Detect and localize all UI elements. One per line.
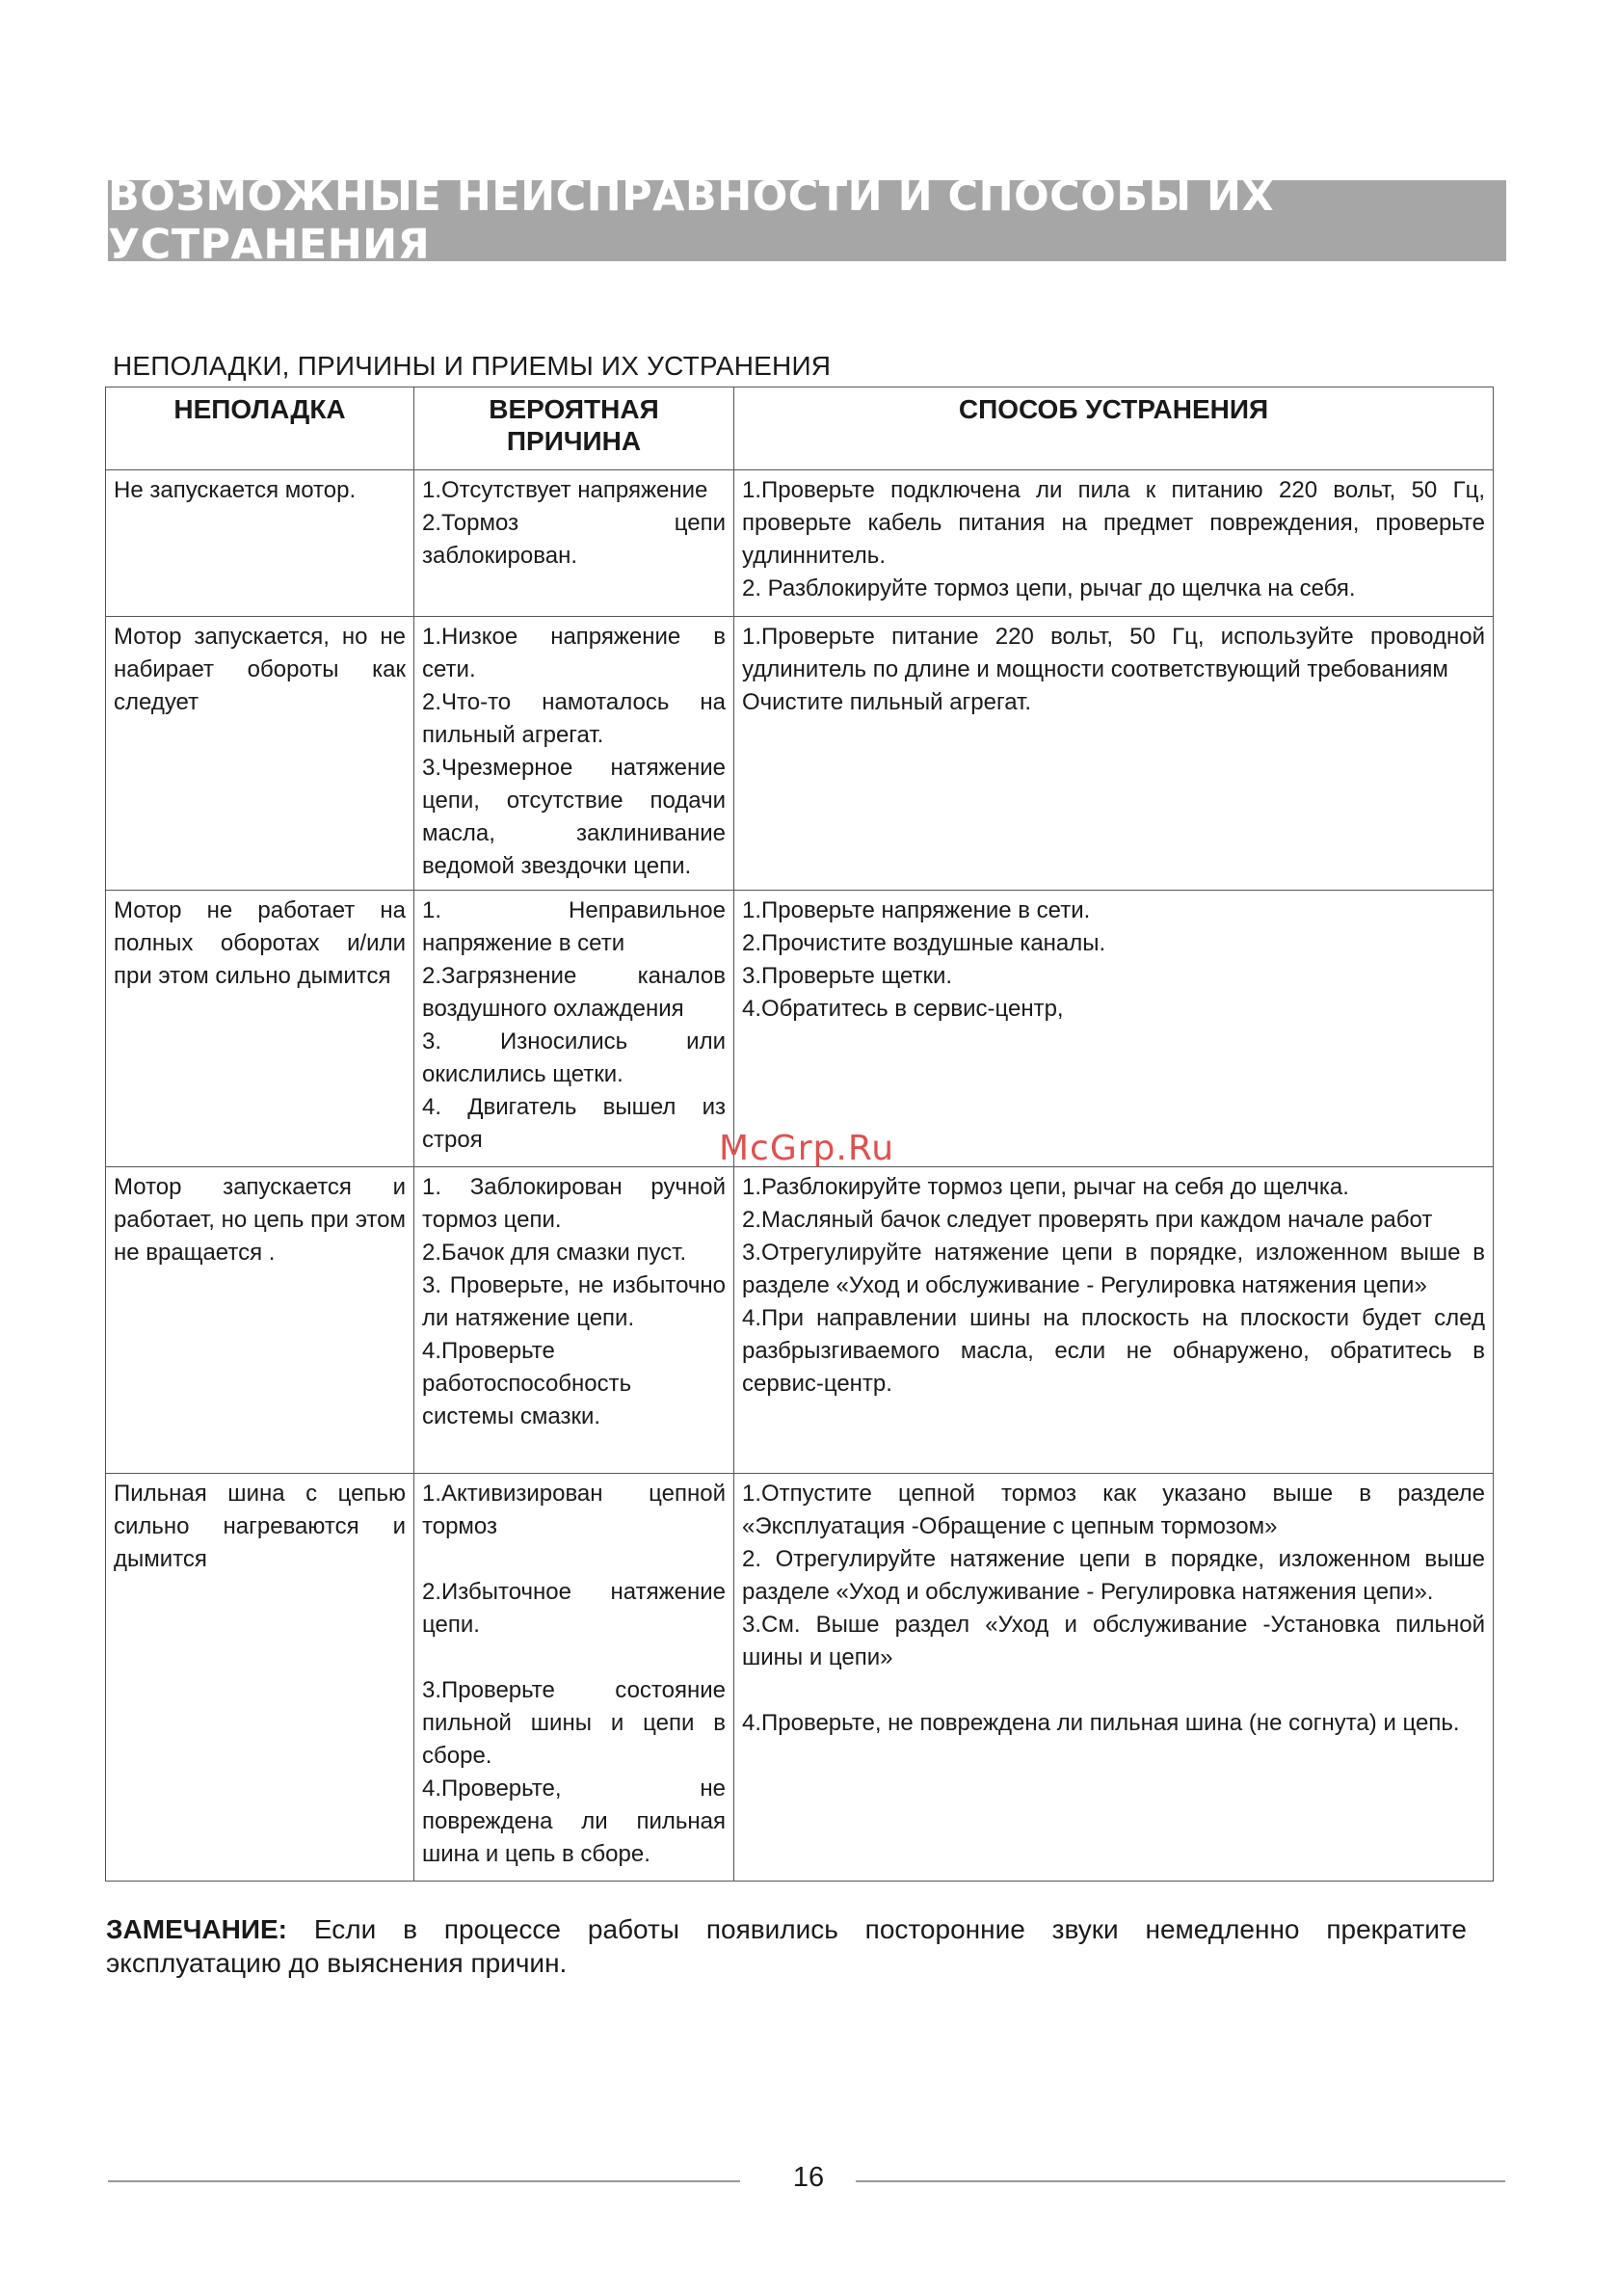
cause-cell <box>414 1167 734 1474</box>
table-row <box>106 470 1494 617</box>
cause-item: 2.Что-то намоталось на пильный агрегат. <box>422 689 726 748</box>
solution-item: 1.Проверьте питание 220 вольт, 50 Гц, используйте проводной удлинитель по длине и мощности соответствующий требованиям <box>742 624 1485 682</box>
header-problem: НЕПОЛАДКА <box>106 387 414 470</box>
header-solution: СПОСОБ УСТРАНЕНИЯ <box>734 387 1494 470</box>
cause-item: 2.Тормоз цепи заблокирован. <box>422 510 726 569</box>
solution-item: 2.Масляный бачок следует проверять при каждом начале работ <box>742 1207 1433 1233</box>
solution-item: 2. Отрегулируйте натяжение цепи в порядке, изложенном выше разделе «Уход и обслуживание - Регулировка натяжения цепи». <box>742 1546 1485 1605</box>
solution-cell <box>734 470 1494 617</box>
page-number: 16 <box>792 2162 825 2193</box>
cause-item: 2.Бачок для смазки пуст. <box>422 1240 687 1266</box>
footer-divider-left <box>108 2180 740 2182</box>
cause-cell <box>414 1474 734 1882</box>
table-subtitle: НЕПОЛАДКИ, ПРИЧИНЫ И ПРИЕМЫ ИХ УСТРАНЕНИЯ <box>113 351 832 381</box>
cause-item: 1. Неправильное напряжение в сети <box>422 897 726 956</box>
cause-item: 1. Заблокирован ручной тормоз цепи. <box>422 1174 726 1233</box>
note-paragraph <box>106 1912 1467 1980</box>
solution-item: 1.Отпустите цепной тормоз как указано выше в разделе «Эксплуатация -Обращение с цепным тормозом» <box>742 1481 1485 1539</box>
problem-cell: Пильная шина с цепью сильно нагреваются и дымится <box>106 1474 414 1882</box>
solution-cell <box>734 891 1494 1167</box>
solution-item: 3.Отрегулируйте натяжение цепи в порядке, изложенном выше в разделе «Уход и обслуживание - Регулировка натяжения цепи» <box>742 1240 1485 1298</box>
table-row <box>106 617 1494 891</box>
header-cause-line2: ПРИЧИНА <box>506 426 642 456</box>
solution-item: 2. Разблокируйте тормоз цепи, рычаг до щелчка на себя. <box>742 575 1356 601</box>
cause-item: 1.Отсутствует напряжение <box>422 477 708 503</box>
cause-item: 4.Проверьте работоспособность системы смазки. <box>422 1338 632 1429</box>
cause-item: 3.Проверьте состояние пильной шины и цепи в сборе. <box>422 1677 726 1769</box>
cause-item: 1.Низкое напряжение в сети. <box>422 624 726 682</box>
watermark-text: McGrp.Ru <box>719 1129 895 1168</box>
cause-item: 3. Износились или окислились щетки. <box>422 1028 726 1087</box>
cause-item: 4. Двигатель вышел из строя <box>422 1094 726 1153</box>
solution-item: 1.Разблокируйте тормоз цепи, рычаг на себя до щелчка. <box>742 1174 1349 1200</box>
solution-item: 3.См. Выше раздел «Уход и обслуживание -Установка пильной шины и цепи» <box>742 1612 1485 1670</box>
table-header-row <box>106 387 1494 470</box>
cause-item: 1.Активизирован цепной тормоз <box>422 1481 726 1539</box>
cause-item: 3.Чрезмерное натяжение цепи, отсутствие подачи масла, заклинивание ведомой звездочки цепи. <box>422 755 726 879</box>
solution-item: 4.Обратитесь в сервис-центр, <box>742 996 1064 1022</box>
cause-item: 2.Избыточное натяжение цепи. <box>422 1579 726 1638</box>
footer-divider-right <box>856 2180 1505 2182</box>
header-cause <box>414 387 734 470</box>
solution-item: 3.Проверьте щетки. <box>742 963 953 989</box>
problem-cell: Не запускается мотор. <box>106 470 414 617</box>
solution-item: Очистите пильный агрегат. <box>742 689 1032 715</box>
table-row <box>106 891 1494 1167</box>
note-text: Если в процессе работы появились посторонние звуки немедленно прекратите эксплуатацию до выяснения причин. <box>106 1914 1467 1978</box>
cause-cell <box>414 617 734 891</box>
cause-cell <box>414 470 734 617</box>
cause-item: 3. Проверьте, не избыточно ли натяжение цепи. <box>422 1272 726 1331</box>
solution-item: 4.При направлении шины на плоскость на плоскости будет след разбрызгиваемого масла, если не обнаружено, обратитесь в сервис-центр. <box>742 1305 1485 1397</box>
cause-item: 2.Загрязнение каналов воздушного охлаждения <box>422 963 726 1022</box>
solution-item: 1.Проверьте напряжение в сети. <box>742 897 1091 923</box>
solution-cell <box>734 617 1494 891</box>
solution-item: 1.Проверьте подключена ли пила к питанию 220 вольт, 50 Гц, проверьте кабель питания на предмет повреждения, проверьте удлиннитель. <box>742 477 1485 569</box>
table-row <box>106 1167 1494 1474</box>
cause-item: 4.Проверьте, не повреждена ли пильная шина и цепь в сборе. <box>422 1775 726 1867</box>
problem-cell: Мотор не работает на полных оборотах и/или при этом сильно дымится <box>106 891 414 1167</box>
table-row <box>106 1474 1494 1882</box>
solution-item: 4.Проверьте, не повреждена ли пильная шина (не согнута) и цепь. <box>742 1710 1460 1736</box>
problem-cell: Мотор запускается, но не набирает обороты как следует <box>106 617 414 891</box>
header-cause-line1: ВЕРОЯТНАЯ <box>489 394 659 424</box>
problem-cell: Мотор запускается и работает, но цепь при этом не вращается . <box>106 1167 414 1474</box>
solution-cell <box>734 1167 1494 1474</box>
solution-item: 2.Прочистите воздушные каналы. <box>742 930 1106 956</box>
solution-cell <box>734 1474 1494 1882</box>
cause-cell <box>414 891 734 1167</box>
section-title-banner: ВОЗМОЖНЫЕ НЕИСПРАВНОСТИ И СПОСОБЫ ИХ УСТРАНЕНИЯ <box>108 180 1506 261</box>
note-label: ЗАМЕЧАНИЕ: <box>106 1914 288 1944</box>
